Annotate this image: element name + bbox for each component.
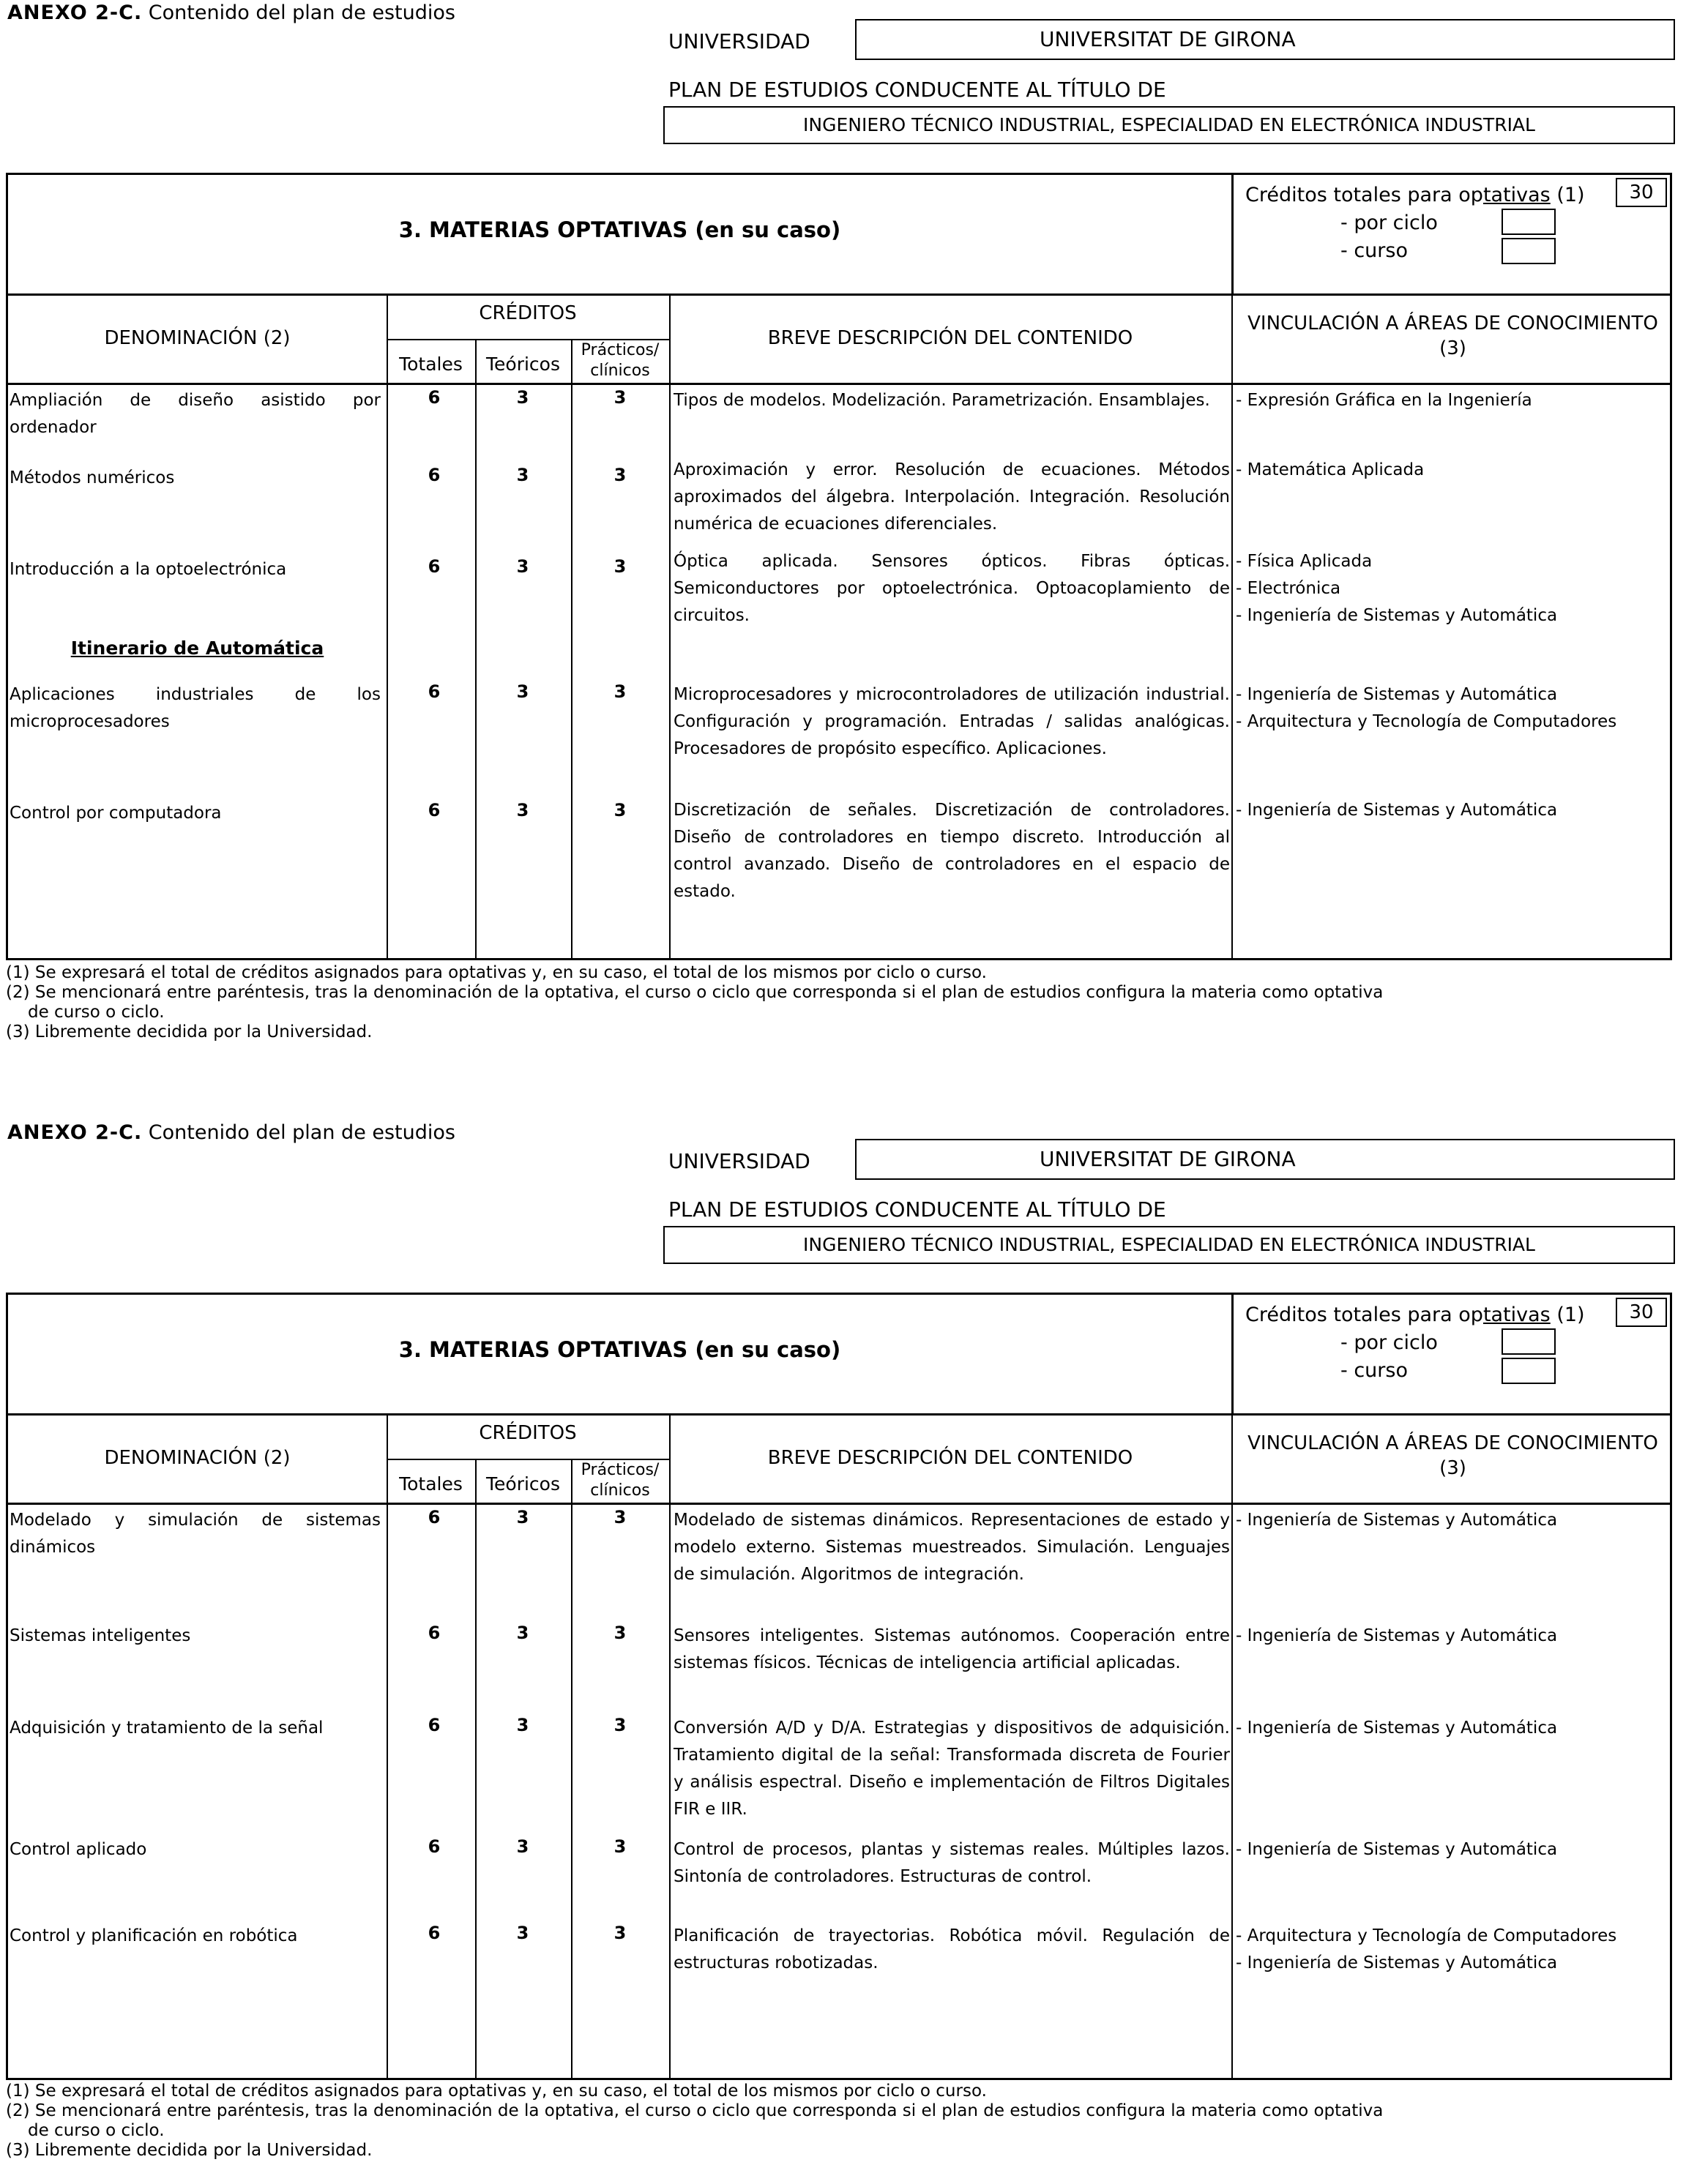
creditos-practicos: 3 [613, 387, 627, 408]
creditos-practicos: 3 [613, 1836, 627, 1857]
area-item: - Física Aplicada [1236, 552, 1373, 571]
por-curso-box [1502, 1358, 1556, 1384]
footnote-3: (3) Libremente decidida por la Universidad. [6, 1022, 373, 1041]
col-header-totales: Totales [399, 354, 463, 375]
creditos-practicos: 3 [613, 1715, 627, 1735]
creditos-totales: 6 [428, 1507, 441, 1527]
area-item: - Ingeniería de Sistemas y Automática [1236, 801, 1558, 820]
por-ciclo-label: - por ciclo [1340, 212, 1438, 234]
creditos-teoricos: 3 [516, 465, 529, 485]
materia-description: Control de procesos, plantas y sistemas reales. Múltiples lazos. Sintonía de controladores. Estructuras de control. [674, 1840, 1230, 1886]
section-title: 3. MATERIAS OPTATIVAS (en su caso) [398, 217, 841, 242]
footnotes [6, 2082, 1383, 2161]
materia-areas [1236, 797, 1671, 824]
annex-heading: ANEXO 2-C. Contenido del plan de estudios [7, 1, 455, 24]
col-header-vinculacion: VINCULACIÓN A ÁREAS DE CONOCIMIENTO (3) [1247, 1432, 1658, 1479]
footnote-3: (3) Libremente decidida por la Universidad. [6, 2141, 373, 2160]
area-item: - Ingeniería de Sistemas y Automática [1236, 606, 1558, 625]
materia-areas [1236, 1715, 1671, 1742]
footnote-2-cont: de curso o ciclo. [28, 1003, 165, 1022]
materia-areas [1236, 1923, 1671, 1977]
por-ciclo-box [1502, 209, 1556, 235]
degree-title-box: INGENIERO TÉCNICO INDUSTRIAL, ESPECIALIDAD EN ELECTRÓNICA INDUSTRIAL [663, 106, 1675, 144]
por-ciclo-box [1502, 1328, 1556, 1355]
materia-name: Sistemas inteligentes [10, 1626, 191, 1645]
creditos-teoricos: 3 [516, 1923, 529, 1943]
materia-name: Control por computadora [10, 804, 222, 823]
creditos-practicos: 3 [613, 465, 627, 485]
creditos-practicos: 3 [613, 1507, 627, 1527]
materia-description: Planificación de trayectorias. Robótica móvil. Regulación de estructuras robotizadas. [674, 1926, 1230, 1972]
col-header-descripcion: BREVE DESCRIPCIÓN DEL CONTENIDO [767, 1447, 1133, 1469]
creditos-totales: 6 [428, 800, 441, 820]
creditos-totales: 6 [428, 1715, 441, 1735]
plan-label: PLAN DE ESTUDIOS CONDUCENTE AL TÍTULO DE [668, 78, 1166, 102]
creditos-teoricos: 3 [516, 1507, 529, 1527]
col-header-practicos: Prácticos/ clínicos [581, 1461, 660, 1500]
col-header-denominacion: DENOMINACIÓN (2) [104, 327, 291, 349]
creditos-teoricos: 3 [516, 681, 529, 702]
materia-areas [1236, 681, 1671, 736]
materia-description: Sensores inteligentes. Sistemas autónomos. Cooperación entre sistemas físicos. Técnicas de inteligencia artificial aplicadas. [674, 1626, 1230, 1672]
col-header-denominacion: DENOMINACIÓN (2) [104, 1447, 291, 1469]
creditos-practicos: 3 [613, 800, 627, 820]
materia-name: Aplicaciones industriales de los microprocesadores [10, 685, 381, 731]
itinerario-heading: Itinerario de Automática [70, 637, 324, 659]
creditos-totales: 6 [428, 465, 441, 485]
universidad-label: UNIVERSIDAD [668, 29, 810, 53]
universidad-name-box: UNIVERSITAT DE GIRONA [855, 19, 1675, 60]
por-ciclo-label: - por ciclo [1340, 1331, 1438, 1354]
footnote-1: (1) Se expresará el total de créditos asignados para optativas y, en su caso, el total de los mismos por ciclo o curso. [6, 2082, 987, 2101]
materia-areas [1236, 1623, 1671, 1650]
optativas-table [6, 173, 1672, 960]
plan-label: PLAN DE ESTUDIOS CONDUCENTE AL TÍTULO DE [668, 1197, 1166, 1222]
materia-description: Microprocesadores y microcontroladores de utilización industrial. Configuración y programación. Entradas / salidas analógicas. Procesadores de propósito específico. Aplicaciones. [674, 685, 1230, 758]
creditos-totales-label: Créditos totales para optativas (1) [1245, 184, 1585, 206]
materia-areas [1236, 1507, 1671, 1534]
creditos-totales: 6 [428, 387, 441, 408]
area-item: - Ingeniería de Sistemas y Automática [1236, 1840, 1558, 1859]
area-item: - Arquitectura y Tecnología de Computadores [1236, 1926, 1617, 1945]
creditos-practicos: 3 [613, 1623, 627, 1643]
area-item: - Ingeniería de Sistemas y Automática [1236, 1953, 1558, 1972]
creditos-teoricos: 3 [516, 1623, 529, 1643]
area-item: - Ingeniería de Sistemas y Automática [1236, 1511, 1558, 1530]
degree-title-box: INGENIERO TÉCNICO INDUSTRIAL, ESPECIALIDAD EN ELECTRÓNICA INDUSTRIAL [663, 1226, 1675, 1264]
materia-name: Métodos numéricos [10, 468, 175, 487]
creditos-totales-label: Créditos totales para optativas (1) [1245, 1304, 1585, 1326]
col-header-creditos: CRÉDITOS [479, 1422, 577, 1444]
materia-description: Modelado de sistemas dinámicos. Representaciones de estado y modelo externo. Sistemas muestreados. Simulación. Lenguajes de simulación. Algoritmos de integración. [674, 1511, 1230, 1584]
footnote-2: (2) Se mencionará entre paréntesis, tras la denominación de la optativa, el curso o ciclo que corresponda si el plan de estudios configura la materia como optativa [6, 2101, 1384, 2120]
col-header-vinculacion: VINCULACIÓN A ÁREAS DE CONOCIMIENTO (3) [1247, 313, 1658, 359]
materia-areas [1236, 1836, 1671, 1863]
col-header-totales: Totales [399, 1473, 463, 1495]
creditos-totales: 6 [428, 1923, 441, 1943]
por-curso-label: - curso [1340, 1359, 1408, 1382]
universidad-name-box: UNIVERSITAT DE GIRONA [855, 1139, 1675, 1180]
area-item: - Ingeniería de Sistemas y Automática [1236, 685, 1558, 704]
creditos-totales: 6 [428, 1623, 441, 1643]
creditos-practicos: 3 [613, 556, 627, 577]
materia-areas [1236, 457, 1671, 484]
materia-areas [1236, 548, 1671, 629]
col-header-practicos: Prácticos/ clínicos [581, 341, 660, 380]
creditos-teoricos: 3 [516, 556, 529, 577]
materia-name: Introducción a la optoelectrónica [10, 560, 287, 579]
footnote-2-cont: de curso o ciclo. [28, 2121, 165, 2140]
annex-heading: ANEXO 2-C. Contenido del plan de estudios [7, 1121, 455, 1144]
col-header-descripcion: BREVE DESCRIPCIÓN DEL CONTENIDO [767, 327, 1133, 349]
area-item: - Ingeniería de Sistemas y Automática [1236, 1626, 1558, 1645]
creditos-teoricos: 3 [516, 387, 529, 408]
col-header-creditos: CRÉDITOS [479, 302, 577, 324]
por-curso-label: - curso [1340, 239, 1408, 262]
materia-description: Aproximación y error. Resolución de ecuaciones. Métodos aproximados del álgebra. Interpolación. Integración. Resolución numérica de ecuaciones diferenciales. [674, 460, 1230, 534]
creditos-totales: 6 [428, 681, 441, 702]
creditos-teoricos: 3 [516, 1836, 529, 1857]
materia-description: Discretización de señales. Discretización de controladores. Diseño de controladores en tiempo discreto. Introducción al control avanzado. Diseño de controladores en el espacio de estado. [674, 801, 1230, 901]
creditos-practicos: 3 [613, 681, 627, 702]
area-item: - Expresión Gráfica en la Ingeniería [1236, 391, 1532, 410]
creditos-totales: 6 [428, 556, 441, 577]
area-item: - Matemática Aplicada [1236, 460, 1425, 479]
optativas-table [6, 1293, 1672, 2080]
universidad-label: UNIVERSIDAD [668, 1149, 810, 1173]
por-curso-box [1502, 238, 1556, 264]
materia-description: Óptica aplicada. Sensores ópticos. Fibras ópticas. Semiconductores por optoelectrónica. Optoacoplamiento de circuitos. [674, 552, 1230, 625]
materia-name: Modelado y simulación de sistemas dinámicos [10, 1511, 381, 1557]
col-header-teoricos: Teóricos [486, 1473, 560, 1495]
area-item: - Arquitectura y Tecnología de Computadores [1236, 712, 1617, 731]
materia-name: Control aplicado [10, 1840, 147, 1859]
area-item: - Ingeniería de Sistemas y Automática [1236, 1719, 1558, 1738]
materia-name: Control y planificación en robótica [10, 1926, 298, 1945]
creditos-teoricos: 3 [516, 1715, 529, 1735]
materia-name: Adquisición y tratamiento de la señal [10, 1719, 324, 1738]
creditos-totales-value: 30 [1616, 1298, 1667, 1327]
creditos-totales-value: 30 [1616, 178, 1667, 207]
materia-description: Tipos de modelos. Modelización. Parametrización. Ensamblajes. [674, 391, 1210, 410]
footnote-2: (2) Se mencionará entre paréntesis, tras la denominación de la optativa, el curso o ciclo que corresponda si el plan de estudios configura la materia como optativa [6, 983, 1384, 1002]
col-header-teoricos: Teóricos [486, 354, 560, 375]
materia-description: Conversión A/D y D/A. Estrategias y dispositivos de adquisición. Tratamiento digital de la señal: Transformada discreta de Fourier y análisis espectral. Diseño e implementación de Filtros Digitales FIR e IIR. [674, 1719, 1230, 1819]
area-item: - Electrónica [1236, 579, 1341, 598]
materia-name: Ampliación de diseño asistido por ordenador [10, 391, 381, 437]
creditos-teoricos: 3 [516, 800, 529, 820]
creditos-practicos: 3 [613, 1923, 627, 1943]
footnote-1: (1) Se expresará el total de créditos asignados para optativas y, en su caso, el total de los mismos por ciclo o curso. [6, 963, 987, 982]
creditos-totales: 6 [428, 1836, 441, 1857]
footnotes [6, 963, 1383, 1042]
materia-areas [1236, 387, 1671, 414]
section-title: 3. MATERIAS OPTATIVAS (en su caso) [398, 1337, 841, 1362]
